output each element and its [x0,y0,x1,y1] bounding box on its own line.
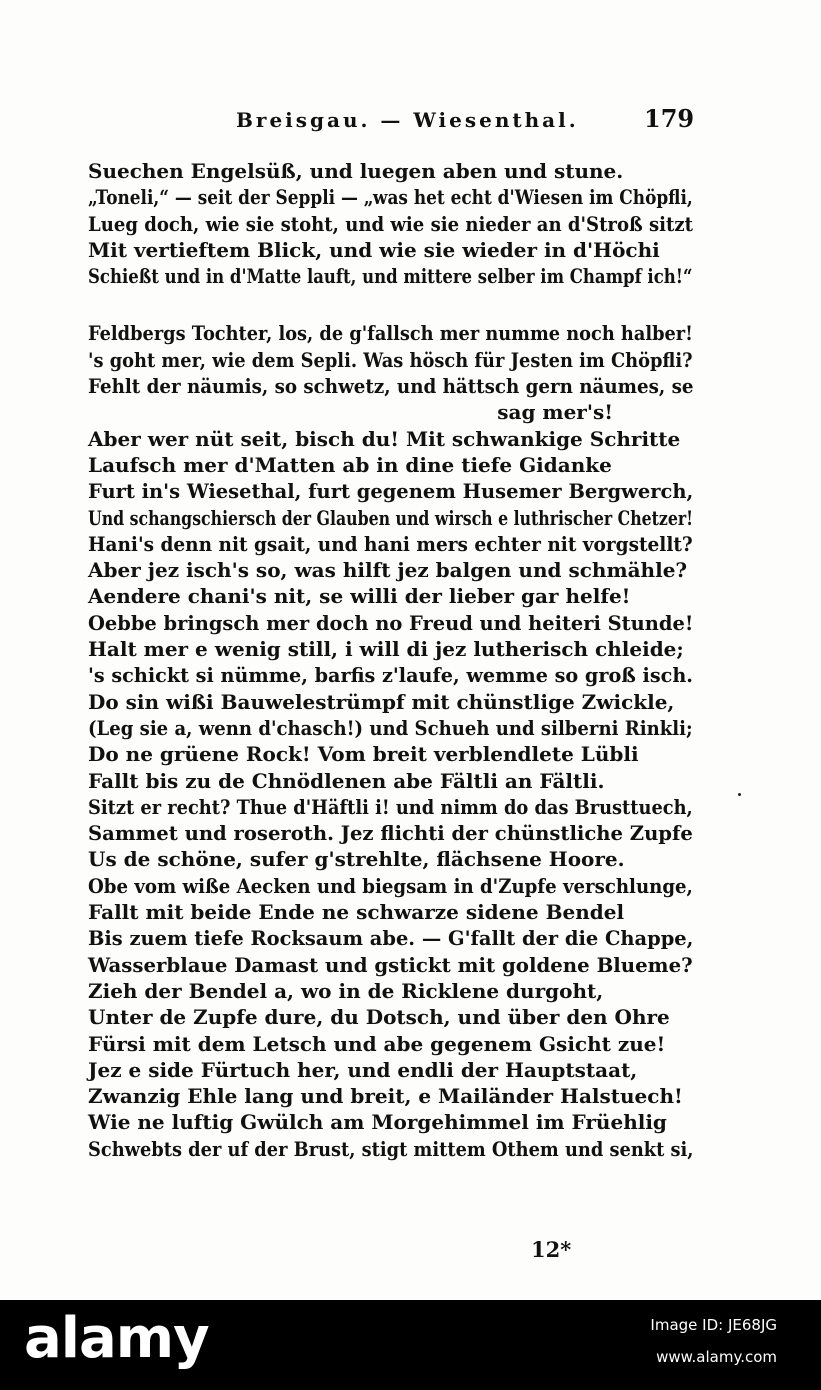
poem-line: Lueg doch, wie sie stoht, und wie sie nieder an d'Stroß sitzt [88,211,693,236]
poem-line: Do ne grüene Rock! Vom breit verblendlete Lübli [88,742,639,767]
poem-line: Us de schöne, sufer g'strehlte, flächsene Hoore. [88,847,625,872]
poem-line: Hani's denn nit gsait, und hani mers echter nit vorgstellt? [88,531,693,556]
poem-line: Sitzt er recht? Thue d'Häftli i! und nimm do das Brusttuech, [88,794,693,819]
poem-line: Unter de Zupfe dure, du Dotsch, und über den Ohre [88,1005,670,1030]
poem-line: Fallt mit beide Ende ne schwarze sidene Bendel [88,900,625,925]
poem-line: Aendere chani's nit, se willi der lieber gar helfe! [88,584,631,609]
poem-line: Fallt bis zu de Chnödlenen abe Fältli an Fältli. [88,768,605,793]
poem-line: Zieh der Bendel a, wo in de Ricklene durgoht, [88,978,604,1003]
poem-line: Bis zuem tiefe Rocksaum abe. — G'fallt der die Chappe, [88,926,694,951]
poem-line: Und schangschiersch der Glauben und wirsch e luthrischer Chetzer! [88,505,694,530]
poem-line: Fürsi mit dem Letsch und abe gegenem Gsicht zue! [88,1031,666,1056]
poem-line: Obe vom wiße Aecken und biegsam in d'Zupfe verschlunge, [88,873,693,898]
page-number: 179 [644,104,695,133]
watermark-url: www.alamy.com [656,1348,777,1366]
poem-line: Wasserblaue Damast und gstickt mit goldene Blueme? [88,952,693,977]
poem-line: Mit vertieftem Blick, und wie sie wieder in d'Höchi [88,237,660,262]
poem-line: Furt in's Wiesethal, furt gegenem Husemer Bergwerch, [88,479,694,504]
poem-line: Sammet und roseroth. Jez flichti der chünstliche Zupfe [88,821,693,846]
poem-line: Wie ne luftig Gwülch am Morgehimmel im Früehlig [88,1110,667,1135]
poem-line: (Leg sie a, wenn d'chasch!) und Schueh und silberni Rinkli; [88,715,693,740]
poem-line: Schießt und in d'Matte lauft, und mittere selber im Champf ich!“ [88,264,693,289]
poem-line: 's goht mer, wie dem Sepli. Was hösch für Jesten im Chöpfli? [88,347,693,372]
signature-mark: 12* [531,1237,572,1262]
watermark-image-id: Image ID: JE68JG [650,1316,777,1334]
stanza-gap [88,289,693,320]
poem-line: Do sin wißi Bauwelestrümpf mit chünstlige Zwickle, [88,689,675,714]
poem-line: Schwebts der uf der Brust, stigt mittem Othem und senkt si, [88,1136,694,1161]
poem-text [88,158,693,1162]
poem-line: Fehlt der näumis, so schwetz, und hättsch gern näumes, se [88,374,694,399]
poem-line: Feldbergs Tochter, los, de g'fallsch mer numme noch halber! [88,321,693,346]
poem-line: Oebbe bringsch mer doch no Freud und heiteri Stunde! [88,610,694,635]
poem-line: Halt mer e wenig still, i will di jez lutherisch chleide; [88,637,684,662]
poem-line: Aber jez isch's so, was hilft jez balgen und schmähle? [88,558,688,583]
poem-line: 's schickt si nümme, barfis z'laufe, wemme so groß isch. [88,663,693,688]
poem-line: Aber wer nüt seit, bisch du! Mit schwankige Schritte [88,426,681,451]
watermark-logo: alamy [24,1306,209,1371]
poem-line: Zwanzig Ehle lang und breit, e Mailänder Halstuech! [88,1084,683,1109]
poem-line-continuation: sag mer's! [497,400,613,425]
running-title: Breisgau. — Wiesenthal. [236,108,579,132]
poem-line: Suechen Engelsüß, und luegen aben und stune. [88,159,624,183]
ink-speck [738,793,741,796]
poem-line: Laufsch mer d'Matten ab in dine tiefe Gidanke [88,452,612,477]
poem-line: „Toneli,“ — seit der Seppli — „was het echt d'Wiesen im Chöpfli, [88,185,693,210]
poem-line: Jez e side Fürtuch her, und endli der Hauptstaat, [88,1057,638,1082]
